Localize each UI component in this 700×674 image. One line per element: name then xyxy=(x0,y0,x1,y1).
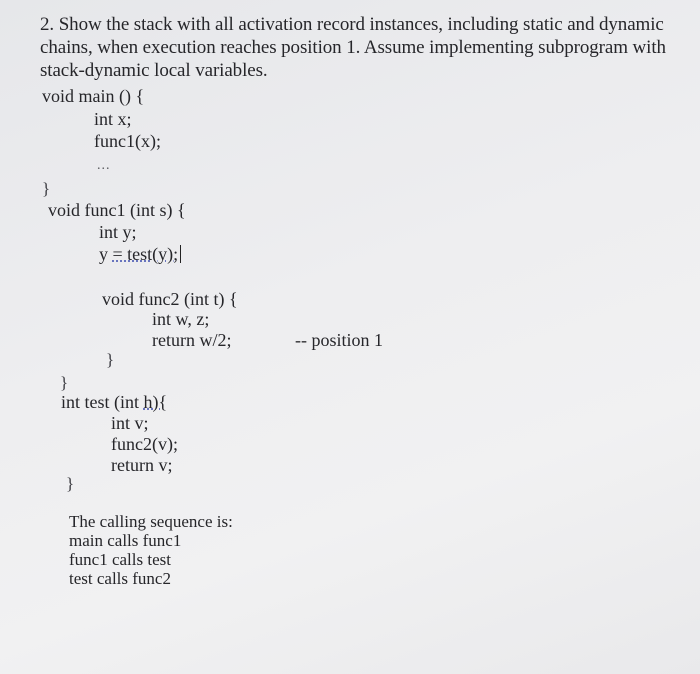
test-signature-prefix: int test (int xyxy=(61,392,144,412)
func1-assign-rhs: = test(y); xyxy=(112,244,179,264)
text-cursor xyxy=(180,245,181,263)
func2-return: return w/2; xyxy=(152,330,232,350)
question-line-1: 2. Show the stack with all activation record instances, including static and dynamic xyxy=(40,14,664,35)
calling-sequence-step: test calls func2 xyxy=(69,569,171,588)
test-signature xyxy=(61,391,167,413)
main-close-brace: } xyxy=(42,179,51,198)
func1-assign-lhs: y xyxy=(99,244,108,264)
func2-close-brace: } xyxy=(106,350,115,369)
test-signature-param: h){ xyxy=(143,392,168,412)
main-declaration: int x; xyxy=(94,109,132,129)
main-call: func1(x); xyxy=(94,131,161,151)
test-return: return v; xyxy=(111,455,173,475)
test-close-brace: } xyxy=(66,474,75,493)
position-marker: -- position 1 xyxy=(295,330,383,350)
main-signature: void main () { xyxy=(42,86,145,106)
func1-declaration: int y; xyxy=(99,222,137,242)
func1-close-brace: } xyxy=(60,373,69,392)
question-line-2: chains, when execution reaches position 1. Assume implementing subprogram with xyxy=(40,37,666,58)
calling-sequence-heading: The calling sequence is: xyxy=(69,512,233,531)
test-declaration: int v; xyxy=(111,413,149,433)
func1-assignment xyxy=(99,243,181,265)
calling-sequence-step: func1 calls test xyxy=(69,550,171,569)
func1-signature: void func1 (int s) { xyxy=(48,200,186,220)
question-line-3: stack-dynamic local variables. xyxy=(40,60,268,81)
main-ellipsis: ... xyxy=(97,158,111,173)
calling-sequence-step: main calls func1 xyxy=(69,531,182,550)
test-call: func2(v); xyxy=(111,434,178,454)
func2-signature: void func2 (int t) { xyxy=(102,289,238,309)
func2-declaration: int w, z; xyxy=(152,309,210,329)
